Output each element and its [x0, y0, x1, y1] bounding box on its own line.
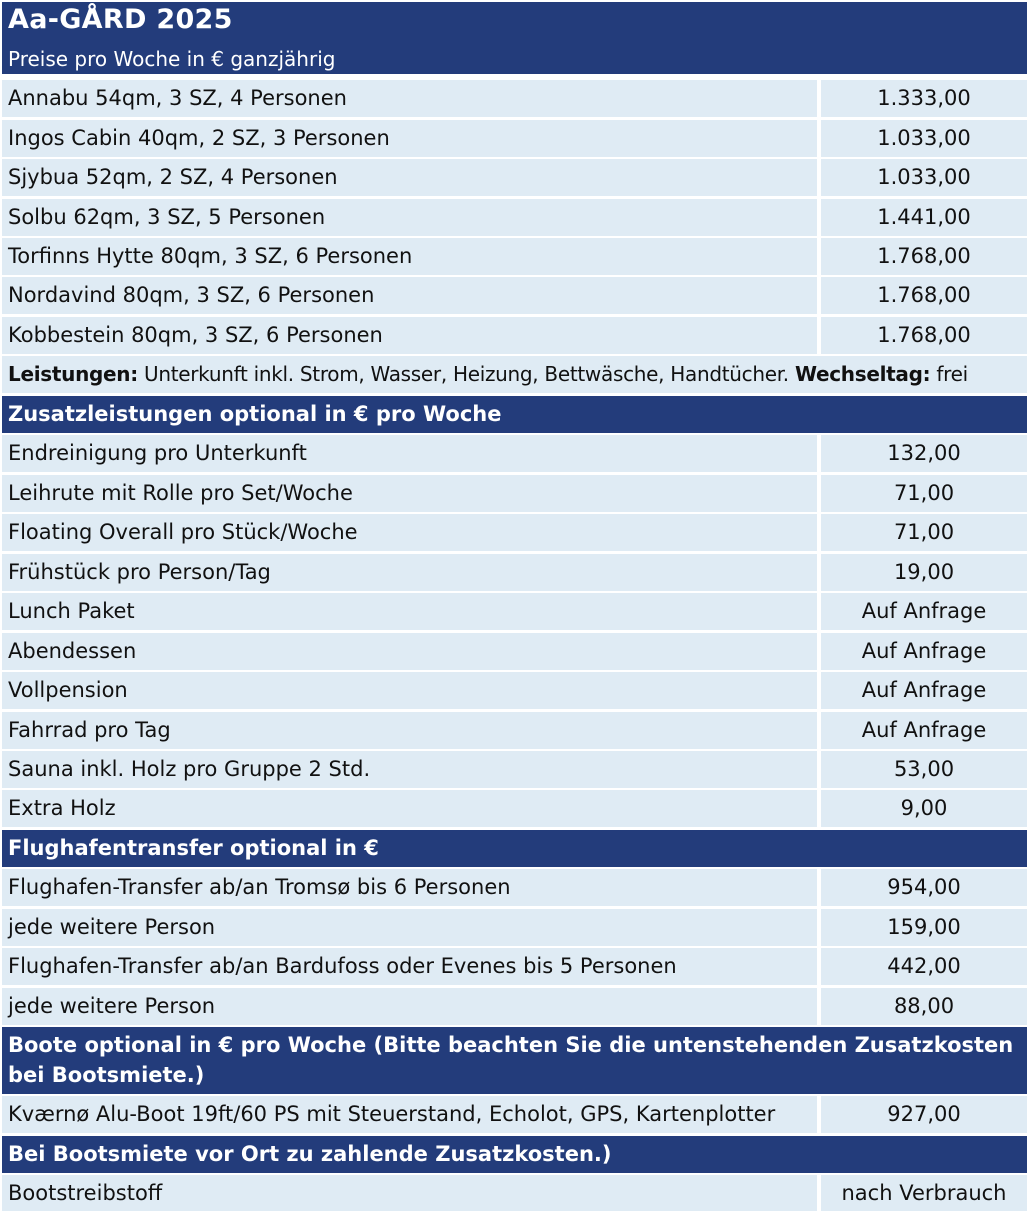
transfer-price: 159,00	[821, 909, 1027, 946]
section-heading-boats: Boote optional in € pro Woche (Bitte beachten Sie die untenstehenden Zusatzkosten bei Bootsmiete.)	[2, 1027, 1027, 1094]
table-row	[2, 712, 1027, 749]
table-row	[2, 1096, 1027, 1133]
services-note	[2, 356, 1027, 393]
table-row	[2, 869, 1027, 906]
table-row	[2, 948, 1027, 985]
extra-price: Auf Anfrage	[821, 672, 1027, 709]
section-heading-extras: Zusatzleistungen optional in € pro Woche	[2, 396, 1027, 433]
transfer-price: 88,00	[821, 988, 1027, 1025]
accommodation-name: Sjybua 52qm, 2 SZ, 4 Personen	[2, 159, 817, 196]
accommodation-price: 1.768,00	[821, 317, 1027, 354]
table-row	[2, 199, 1027, 236]
accommodation-price: 1.333,00	[821, 80, 1027, 117]
extra-name: Extra Holz	[2, 790, 817, 827]
changeover-label: Wechseltag:	[794, 362, 931, 386]
extra-name: Frühstück pro Person/Tag	[2, 554, 817, 591]
section-heading-transfer: Flughafentransfer optional in €	[2, 830, 1027, 867]
table-row	[2, 80, 1027, 117]
services-label: Leistungen:	[8, 362, 138, 386]
accommodation-name: Annabu 54qm, 3 SZ, 4 Personen	[2, 80, 817, 117]
boat-name: Kværnø Alu-Boot 19ft/60 PS mit Steuerstand, Echolot, GPS, Kartenplotter	[2, 1096, 817, 1133]
services-text: Unterkunft inkl. Strom, Wasser, Heizung, Bettwäsche, Handtücher.	[144, 362, 789, 386]
table-row	[2, 435, 1027, 472]
transfer-name: jede weitere Person	[2, 988, 817, 1025]
table-row	[2, 751, 1027, 788]
accommodation-price: 1.768,00	[821, 277, 1027, 314]
transfer-name: Flughafen-Transfer ab/an Bardufoss oder Evenes bis 5 Personen	[2, 948, 817, 985]
table-row	[2, 554, 1027, 591]
table-row	[2, 988, 1027, 1025]
table-row	[2, 159, 1027, 196]
table-row	[2, 672, 1027, 709]
header-bar	[2, 2, 1027, 74]
page-title: Aa-GÅRD 2025	[8, 4, 233, 35]
accommodation-name: Solbu 62qm, 3 SZ, 5 Personen	[2, 199, 817, 236]
extra-name: Fahrrad pro Tag	[2, 712, 817, 749]
accommodation-name: Torfinns Hytte 80qm, 3 SZ, 6 Personen	[2, 238, 817, 275]
changeover-text: frei	[936, 362, 968, 386]
extra-price: Auf Anfrage	[821, 712, 1027, 749]
table-row	[2, 277, 1027, 314]
table-row	[2, 909, 1027, 946]
boat-cost-price: nach Verbrauch	[821, 1175, 1027, 1211]
table-row	[2, 317, 1027, 354]
extra-price: 19,00	[821, 554, 1027, 591]
accommodation-name: Nordavind 80qm, 3 SZ, 6 Personen	[2, 277, 817, 314]
extra-price: 9,00	[821, 790, 1027, 827]
accommodation-name: Kobbestein 80qm, 3 SZ, 6 Personen	[2, 317, 817, 354]
extra-name: Abendessen	[2, 633, 817, 670]
table-row	[2, 120, 1027, 157]
section-heading-boat-costs: Bei Bootsmiete vor Ort zu zahlende Zusatzkosten.)	[2, 1136, 1027, 1173]
accommodation-price: 1.033,00	[821, 159, 1027, 196]
transfer-price: 442,00	[821, 948, 1027, 985]
table-row	[2, 238, 1027, 275]
accommodation-price: 1.033,00	[821, 120, 1027, 157]
boat-price: 927,00	[821, 1096, 1027, 1133]
transfer-price: 954,00	[821, 869, 1027, 906]
extra-price: Auf Anfrage	[821, 593, 1027, 630]
extra-price: 71,00	[821, 475, 1027, 512]
accommodation-price: 1.768,00	[821, 238, 1027, 275]
transfer-name: Flughafen-Transfer ab/an Tromsø bis 6 Personen	[2, 869, 817, 906]
table-row	[2, 1175, 1027, 1211]
extra-name: Lunch Paket	[2, 593, 817, 630]
extra-price: Auf Anfrage	[821, 633, 1027, 670]
table-row	[2, 514, 1027, 551]
transfer-name: jede weitere Person	[2, 909, 817, 946]
extra-price: 132,00	[821, 435, 1027, 472]
extra-price: 71,00	[821, 514, 1027, 551]
boat-cost-name: Bootstreibstoff	[2, 1175, 817, 1211]
extra-price: 53,00	[821, 751, 1027, 788]
table-row	[2, 790, 1027, 827]
extra-name: Floating Overall pro Stück/Woche	[2, 514, 817, 551]
table-row	[2, 633, 1027, 670]
table-row	[2, 475, 1027, 512]
extra-name: Leihrute mit Rolle pro Set/Woche	[2, 475, 817, 512]
table-row	[2, 593, 1027, 630]
accommodation-name: Ingos Cabin 40qm, 2 SZ, 3 Personen	[2, 120, 817, 157]
extra-name: Vollpension	[2, 672, 817, 709]
extra-name: Endreinigung pro Unterkunft	[2, 435, 817, 472]
extra-name: Sauna inkl. Holz pro Gruppe 2 Std.	[2, 751, 817, 788]
page-subtitle: Preise pro Woche in € ganzjährig	[8, 47, 336, 71]
accommodation-price: 1.441,00	[821, 199, 1027, 236]
